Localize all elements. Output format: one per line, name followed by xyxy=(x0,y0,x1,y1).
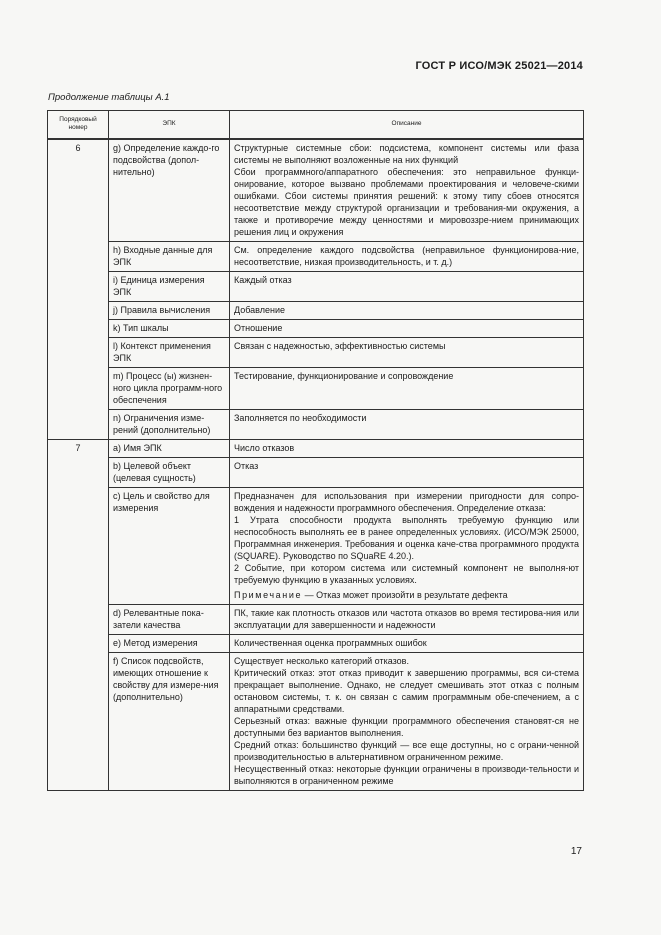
description-paragraph: ПК, такие как плотность отказов или частота отказов во время тестирова-ния или эксплуатации для завершенности и надежности xyxy=(234,608,579,630)
table-row xyxy=(48,458,584,488)
document-header: ГОСТ Р ИСО/МЭК 25021—2014 xyxy=(415,60,583,72)
table-row xyxy=(48,320,584,338)
epk-cell: b) Целевой объект (целевая сущность) xyxy=(109,458,230,488)
description-paragraph: Критический отказ: этот отказ приводит к завершению программы, вся си-стема прекращает выполнение. Однако, не следует смешивать этот отказ с полным остановом системы, т. к. он связан с самим программным обе-спечением, а с аппаратными средствами. xyxy=(234,668,579,714)
table-row xyxy=(48,653,584,791)
description-paragraph: Каждый отказ xyxy=(234,275,292,285)
note-text: — Отказ может произойти в результате дефекта xyxy=(302,590,508,600)
description-paragraph: Серьезный отказ: важные функции программного обеспечения становят-ся не доступными без вариантов выполнения. xyxy=(234,716,579,738)
epk-cell: c) Цель и свойство для измерения xyxy=(109,488,230,605)
epk-cell: h) Входные данные для ЭПК xyxy=(109,242,230,272)
description-paragraph: Существует несколько категорий отказов. xyxy=(234,656,409,666)
description-cell xyxy=(230,488,584,605)
description-paragraph: Отношение xyxy=(234,323,283,333)
description-cell xyxy=(230,653,584,791)
row-number: 7 xyxy=(48,440,109,791)
description-paragraph: Связан с надежностью, эффективностью системы xyxy=(234,341,446,351)
description-paragraph: Несущественный отказ: некоторые функции ограничены в производи-тельности и выполняются в ограниченном режиме xyxy=(234,764,579,786)
description-cell xyxy=(230,272,584,302)
description-paragraph: Отказ xyxy=(234,461,259,471)
table-header-row xyxy=(48,111,584,140)
epk-cell: g) Определение каждо-го подсвойства (допол-нительно) xyxy=(109,139,230,242)
description-paragraph: 1 Утрата способности продукта выполнять требуемую функцию или неспособность выполнять ее в ранее определенных условиях. (ИСО/МЭК 25000, Программная инженерия. Требования и оценка каче-ства программного продукта (SQUARE). Руководство по SQuaRE 4.20.). xyxy=(234,515,579,561)
epk-cell: d) Релевантные пока-затели качества xyxy=(109,605,230,635)
description-paragraph: Число отказов xyxy=(234,443,295,453)
description-cell xyxy=(230,410,584,440)
description-cell xyxy=(230,440,584,458)
table-row xyxy=(48,410,584,440)
description-cell xyxy=(230,605,584,635)
row-number: 6 xyxy=(48,139,109,440)
note xyxy=(234,589,579,601)
description-cell xyxy=(230,635,584,653)
epk-cell: l) Контекст применения ЭПК xyxy=(109,338,230,368)
epk-cell: m) Процесс (ы) жизнен-ного цикла программ-ного обеспечения xyxy=(109,368,230,410)
table-body xyxy=(48,139,584,791)
description-cell xyxy=(230,368,584,410)
table-row xyxy=(48,242,584,272)
table-row xyxy=(48,488,584,605)
epk-cell: e) Метод измерения xyxy=(109,635,230,653)
description-paragraph: Предназначен для использования при измерении пригодности для сопро-вождения и надежности программного обеспечения. Определение отказа: xyxy=(234,491,579,513)
description-cell xyxy=(230,139,584,242)
table-row xyxy=(48,605,584,635)
page-number: 17 xyxy=(570,846,582,857)
description-paragraph: 2 Событие, при котором система или системный компонент не выполня-ют требуемую функцию в указанных условиях. xyxy=(234,563,579,585)
description-cell xyxy=(230,242,584,272)
column-header-description: Описание xyxy=(230,111,584,140)
description-paragraph: Тестирование, функционирование и сопровождение xyxy=(234,371,454,381)
epk-cell: n) Ограничения изме-рений (дополнительно) xyxy=(109,410,230,440)
epk-cell: f) Список подсвойств, имеющих отношение к свойству для измере-ния (дополнительно) xyxy=(109,653,230,791)
epk-cell: j) Правила вычисления xyxy=(109,302,230,320)
description-paragraph: Добавление xyxy=(234,305,285,315)
table-row xyxy=(48,440,584,458)
description-paragraph: См. определение каждого подсвойства (неправильное функционирова-ние, несоответствие, низкая производительность, и т. д.) xyxy=(234,245,579,267)
epk-cell: k) Тип шкалы xyxy=(109,320,230,338)
description-paragraph: Структурные системные сбои: подсистема, компонент системы или фаза системы не выполняют возложенные на них функций xyxy=(234,143,579,165)
description-paragraph: Количественная оценка программных ошибок xyxy=(234,638,427,648)
table-caption: Продолжение таблицы А.1 xyxy=(48,92,170,103)
epk-cell: a) Имя ЭПК xyxy=(109,440,230,458)
table-row xyxy=(48,338,584,368)
description-paragraph: Заполняется по необходимости xyxy=(234,413,367,423)
description-cell xyxy=(230,302,584,320)
description-cell xyxy=(230,458,584,488)
column-header-epk: ЭПК xyxy=(109,111,230,140)
note-label: Примечание xyxy=(234,590,303,600)
table-row xyxy=(48,139,584,242)
description-cell xyxy=(230,320,584,338)
description-cell xyxy=(230,338,584,368)
spec-table xyxy=(47,110,584,791)
table-row xyxy=(48,635,584,653)
epk-cell: i) Единица измерения ЭПК xyxy=(109,272,230,302)
description-paragraph: Средний отказ: большинство функций — все еще доступны, но с ограни-ченной производительностью в альтернативном ограниченном режиме. xyxy=(234,740,579,762)
column-header-number: Порядковый номер xyxy=(48,111,109,140)
table-row xyxy=(48,302,584,320)
description-paragraph: Сбои программного/аппаратного обеспечения: это неправильное функци-онирование, которое вызвано проблемами проектирования и человече-скими ошибками. Сбои системы принятия решений: к этому типу сбоев относятся несоответствие между структурой организации и требования-ми окружения, а также и противоречие между ценностями и мировоззре-нием принимающих решения лиц и окружения xyxy=(234,167,579,237)
table-row xyxy=(48,368,584,410)
table-row xyxy=(48,272,584,302)
